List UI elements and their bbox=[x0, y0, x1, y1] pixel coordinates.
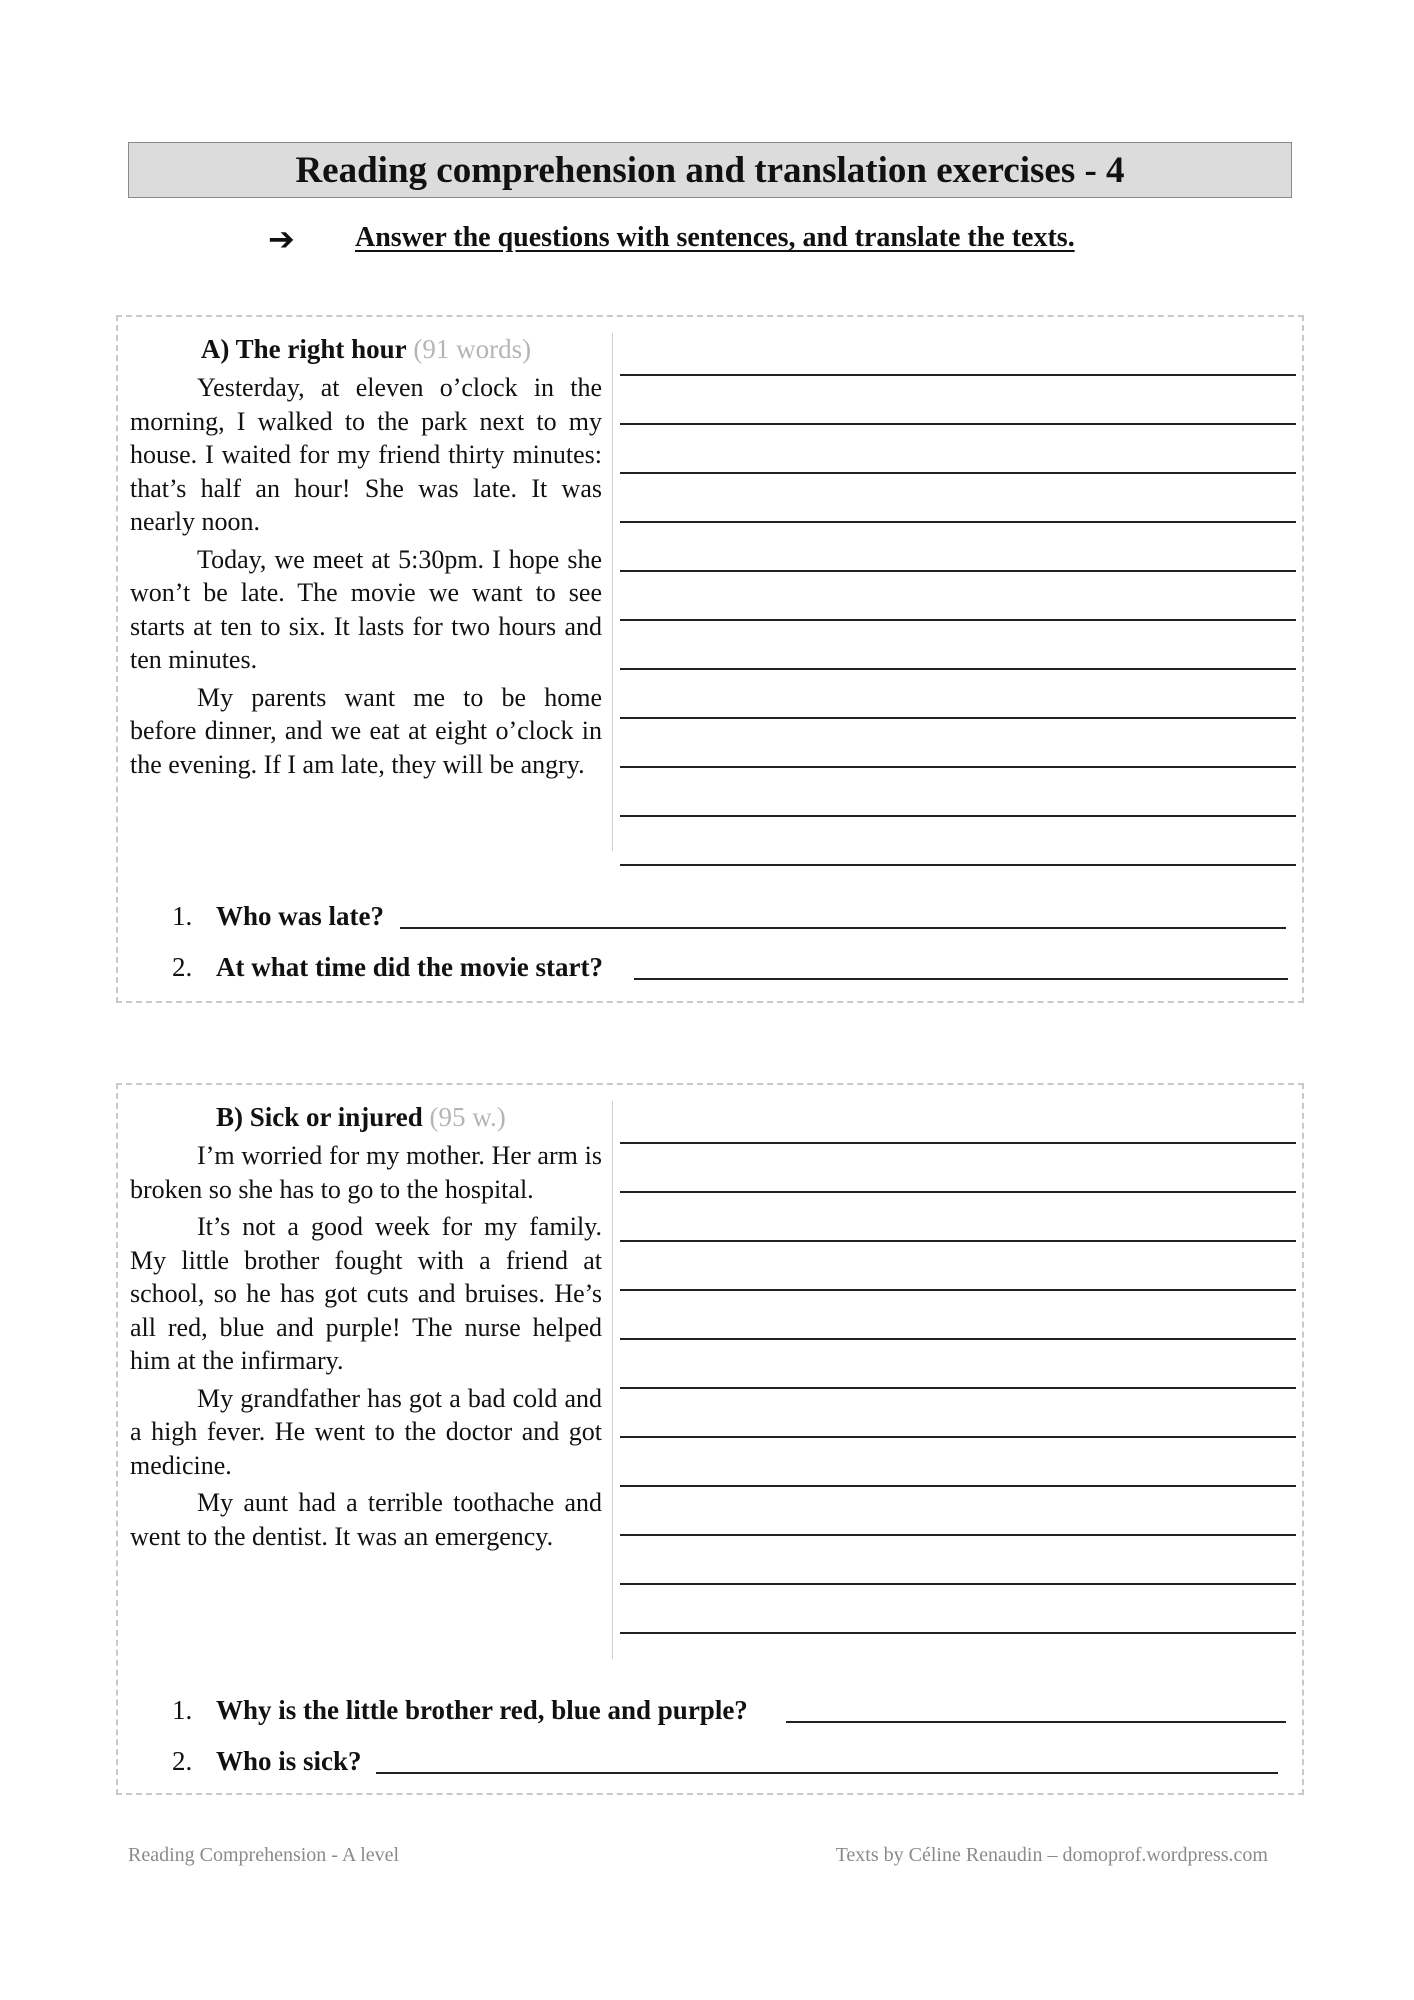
arrow-right-icon: ➔ bbox=[268, 220, 295, 258]
translation-line[interactable] bbox=[620, 1193, 1296, 1242]
paragraph: It’s not a good week for my family. My little brother fought with a friend at school, so he has got cuts and bruises. He’s all red, blue and purple! The nurse helped him at the infirmary. bbox=[130, 1212, 602, 1375]
question-number: 2. bbox=[172, 952, 193, 982]
translation-line[interactable] bbox=[620, 1438, 1296, 1487]
translation-line[interactable] bbox=[620, 327, 1296, 376]
questions-list bbox=[118, 1689, 1302, 1791]
question-item bbox=[118, 895, 1302, 946]
translation-line[interactable] bbox=[620, 817, 1296, 866]
translation-line[interactable] bbox=[620, 376, 1296, 425]
section-title: B) Sick or injured bbox=[216, 1102, 423, 1132]
section-heading bbox=[130, 331, 602, 367]
question-text: Why is the little brother red, blue and purple? bbox=[216, 1695, 748, 1725]
questions-list bbox=[118, 895, 1302, 997]
translation-line[interactable] bbox=[620, 1095, 1296, 1144]
translation-line[interactable] bbox=[620, 523, 1296, 572]
translation-line[interactable] bbox=[620, 1144, 1296, 1193]
translation-line[interactable] bbox=[620, 768, 1296, 817]
translation-line[interactable] bbox=[620, 1389, 1296, 1438]
answer-line[interactable] bbox=[634, 978, 1288, 980]
section-title: A) The right hour bbox=[200, 334, 407, 364]
footer-level: Reading Comprehension - A level bbox=[128, 1844, 400, 1866]
translation-line[interactable] bbox=[620, 670, 1296, 719]
exercise-section-a bbox=[116, 315, 1304, 1003]
instruction bbox=[0, 218, 1414, 262]
word-count: (91 words) bbox=[413, 334, 532, 364]
translation-line[interactable] bbox=[620, 1536, 1296, 1585]
footer-credits: Texts by Céline Renaudin – domoprof.wordpress.com bbox=[835, 1844, 1268, 1866]
section-heading bbox=[130, 1099, 602, 1135]
translation-line[interactable] bbox=[620, 1340, 1296, 1389]
translation-line[interactable] bbox=[620, 1585, 1296, 1634]
paragraph: My grandfather has got a bad cold and a high fever. He went to the doctor and got medicine. bbox=[130, 1383, 602, 1480]
question-text: Who is sick? bbox=[216, 1746, 362, 1776]
translation-line[interactable] bbox=[620, 621, 1296, 670]
translation-line[interactable] bbox=[620, 1291, 1296, 1340]
question-number: 1. bbox=[172, 901, 193, 931]
question-item bbox=[118, 946, 1302, 997]
column-divider bbox=[612, 333, 613, 851]
translation-line[interactable] bbox=[620, 425, 1296, 474]
paragraph: I’m worried for my mother. Her arm is broken so she has to go to the hospital. bbox=[130, 1141, 602, 1204]
paragraph: My aunt had a terrible toothache and went to the dentist. It was an emergency. bbox=[130, 1488, 602, 1551]
answer-line[interactable] bbox=[400, 927, 1286, 929]
translation-line[interactable] bbox=[620, 1487, 1296, 1536]
exercise-section-b bbox=[116, 1083, 1304, 1795]
question-text: At what time did the movie start? bbox=[216, 952, 603, 982]
question-text: Who was late? bbox=[216, 901, 384, 931]
instruction-text: Answer the questions with sentences, and translate the texts. bbox=[355, 222, 1075, 253]
answer-line[interactable] bbox=[376, 1772, 1278, 1774]
translation-line[interactable] bbox=[620, 1242, 1296, 1291]
word-count: (95 w.) bbox=[429, 1102, 506, 1132]
reading-text-a bbox=[130, 331, 602, 785]
translation-lines[interactable] bbox=[620, 1095, 1296, 1634]
paragraph: My parents want me to be home before dinner, and we eat at eight o’clock in the evening. If I am late, they will be angry. bbox=[130, 682, 602, 779]
answer-line[interactable] bbox=[786, 1721, 1286, 1723]
question-item bbox=[118, 1689, 1302, 1740]
translation-line[interactable] bbox=[620, 474, 1296, 523]
question-number: 1. bbox=[172, 1695, 193, 1725]
translation-line[interactable] bbox=[620, 572, 1296, 621]
question-number: 2. bbox=[172, 1746, 193, 1776]
paragraph: Yesterday, at eleven o’clock in the morning, I walked to the park next to my house. I waited for my friend thirty minutes: that’s half an hour! She was late. It was nearly noon. bbox=[130, 373, 602, 536]
worksheet-title: Reading comprehension and translation exercises - 4 bbox=[128, 142, 1292, 198]
reading-text-b bbox=[130, 1099, 602, 1557]
translation-lines[interactable] bbox=[620, 327, 1296, 866]
column-divider bbox=[612, 1101, 613, 1659]
question-item bbox=[118, 1740, 1302, 1791]
paragraph: Today, we meet at 5:30pm. I hope she won’t be late. The movie we want to see starts at ten to six. It lasts for two hours and ten minutes. bbox=[130, 544, 602, 674]
translation-line[interactable] bbox=[620, 719, 1296, 768]
